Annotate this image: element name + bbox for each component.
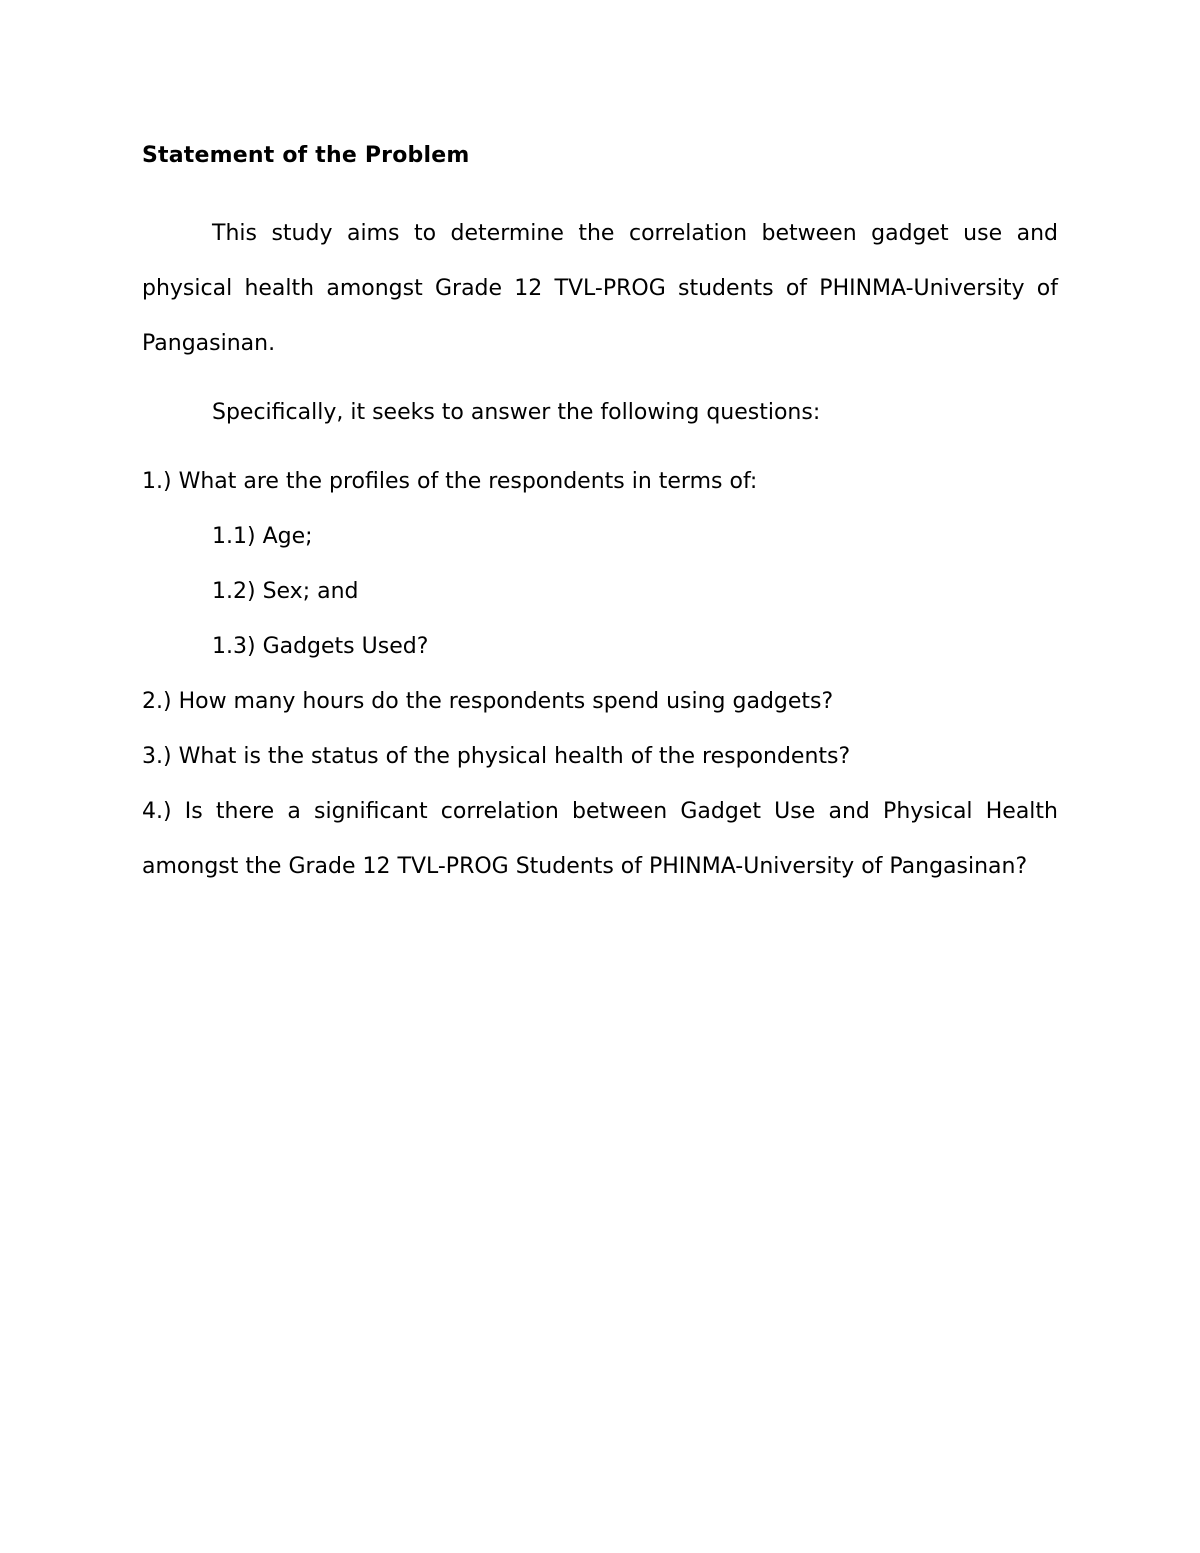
lead-paragraph: Specifically, it seeks to answer the following questions: xyxy=(212,400,821,425)
question-1: 1.) What are the profiles of the respondents in terms of: xyxy=(142,469,758,494)
document-body xyxy=(142,136,1058,894)
question-4: 4.) Is there a significant correlation between Gadget Use and Physical Health amongst the Grade 12 TVL-PROG Students of PHINMA-University of Pangasinan? xyxy=(142,799,1058,879)
question-2: 2.) How many hours do the respondents spend using gadgets? xyxy=(142,689,834,714)
section-heading: Statement of the Problem xyxy=(142,143,470,168)
question-1-3: 1.3) Gadgets Used? xyxy=(212,634,429,659)
intro-paragraph: This study aims to determine the correlation between gadget use and physical health amongst Grade 12 TVL-PROG students of PHINMA-University of Pangasinan. xyxy=(142,221,1058,356)
question-1-1: 1.1) Age; xyxy=(212,524,313,549)
question-1-2: 1.2) Sex; and xyxy=(212,579,359,604)
question-3: 3.) What is the status of the physical health of the respondents? xyxy=(142,744,851,769)
